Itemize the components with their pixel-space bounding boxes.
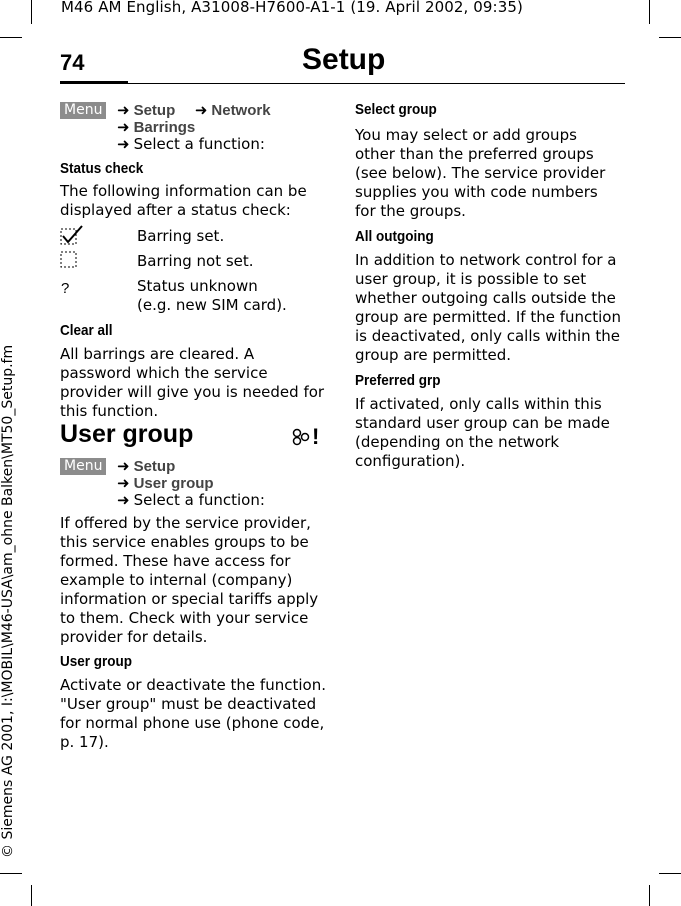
subheading-preferred-grp: Preferred grp <box>355 372 441 389</box>
barring-not-set-label: Barring not set. <box>137 252 254 270</box>
subheading-all-outgoing: All outgoing <box>355 228 434 245</box>
menu-key: Menu <box>60 458 106 475</box>
instruction-text: Select a function: <box>133 491 265 509</box>
subheading-clear-all: Clear all <box>60 322 113 339</box>
subheading-status-check: Status check <box>60 160 144 177</box>
select-group-text: You may select or add groups other than the preferred groups (see below). The service provider supplies you with code numbers for the groups. <box>355 126 606 220</box>
menu-path <box>117 102 271 119</box>
arrow-right-icon: ➜ <box>117 491 130 509</box>
clear-all-text: All barrings are cleared. A password which the service provider will give you is needed for this function. <box>60 345 325 420</box>
empty-box-icon <box>60 251 78 273</box>
instruction-text: Select a function: <box>133 135 265 153</box>
user-group-intro-text: If offered by the service provider, this service enables groups to be formed. These have access for example to internal (company) information or special tariffs apply to them. Check with your service provider for details. <box>60 514 319 646</box>
document-info-line: M46 AM English, A31008-H7600-A1-1 (19. April 2002, 09:35) <box>61 0 523 16</box>
exclamation-icon: ! <box>312 424 320 449</box>
status-unknown-line1: Status unknown <box>137 277 258 295</box>
status-check-text: The following information can be displayed after a status check: <box>60 182 307 219</box>
subheading-select-group: Select group <box>355 101 437 118</box>
arrow-right-icon: ➜ <box>117 101 130 119</box>
crop-mark <box>659 873 681 874</box>
header-rule <box>60 83 625 84</box>
menu-instruction <box>117 492 265 509</box>
menu-key: Menu <box>60 102 106 119</box>
preferred-grp-text: If activated, only calls within this standard user group can be made (depending on the network configuration). <box>355 395 610 470</box>
all-outgoing-text: In addition to network control for a user group, it is possible to set whether outgoing calls outside the group are permitted. If the function is deactivated, only calls within the group are permitted. <box>355 251 621 364</box>
menu-step: Setup <box>133 102 176 119</box>
arrow-right-icon: ➜ <box>117 118 130 136</box>
question-mark-icon: ? <box>61 280 70 297</box>
menu-path <box>117 119 195 136</box>
menu-instruction <box>117 136 265 153</box>
menu-path <box>117 475 214 492</box>
crop-mark <box>0 37 22 38</box>
arrow-right-icon: ➜ <box>194 101 208 119</box>
arrow-right-icon: ➜ <box>117 457 130 475</box>
crop-mark <box>0 873 22 874</box>
menu-path <box>117 458 175 475</box>
section-title-user-group: User group <box>60 420 194 448</box>
crop-mark <box>649 0 650 24</box>
crop-mark <box>659 37 681 38</box>
user-group-text: Activate or deactivate the function. "User group" must be deactivated for normal phone use (phone code, p. 17). <box>60 676 326 751</box>
page-number: 74 <box>60 50 85 75</box>
crop-mark <box>31 0 32 24</box>
arrow-right-icon: ➜ <box>117 474 130 492</box>
copyright-side-note: © Siemens AG 2001, I:\MOBIL\M46-USA\am_ohne Balken\MT50_Setup.fm <box>0 344 16 858</box>
menu-step: User group <box>133 475 214 492</box>
subheading-user-group: User group <box>60 653 133 670</box>
menu-step: Network <box>211 102 271 119</box>
page-title: Setup <box>302 43 386 76</box>
menu-step: Barrings <box>133 119 196 136</box>
network-service-icon <box>292 428 310 450</box>
barring-set-label: Barring set. <box>137 227 225 245</box>
crop-mark <box>31 885 32 906</box>
menu-step: Setup <box>133 458 176 475</box>
checked-box-icon <box>60 225 84 251</box>
page-number-underline <box>60 81 128 84</box>
status-unknown-line2: (e.g. new SIM card). <box>137 296 287 314</box>
status-unknown-label <box>137 277 287 315</box>
arrow-right-icon: ➜ <box>117 135 130 153</box>
crop-mark <box>649 885 650 906</box>
